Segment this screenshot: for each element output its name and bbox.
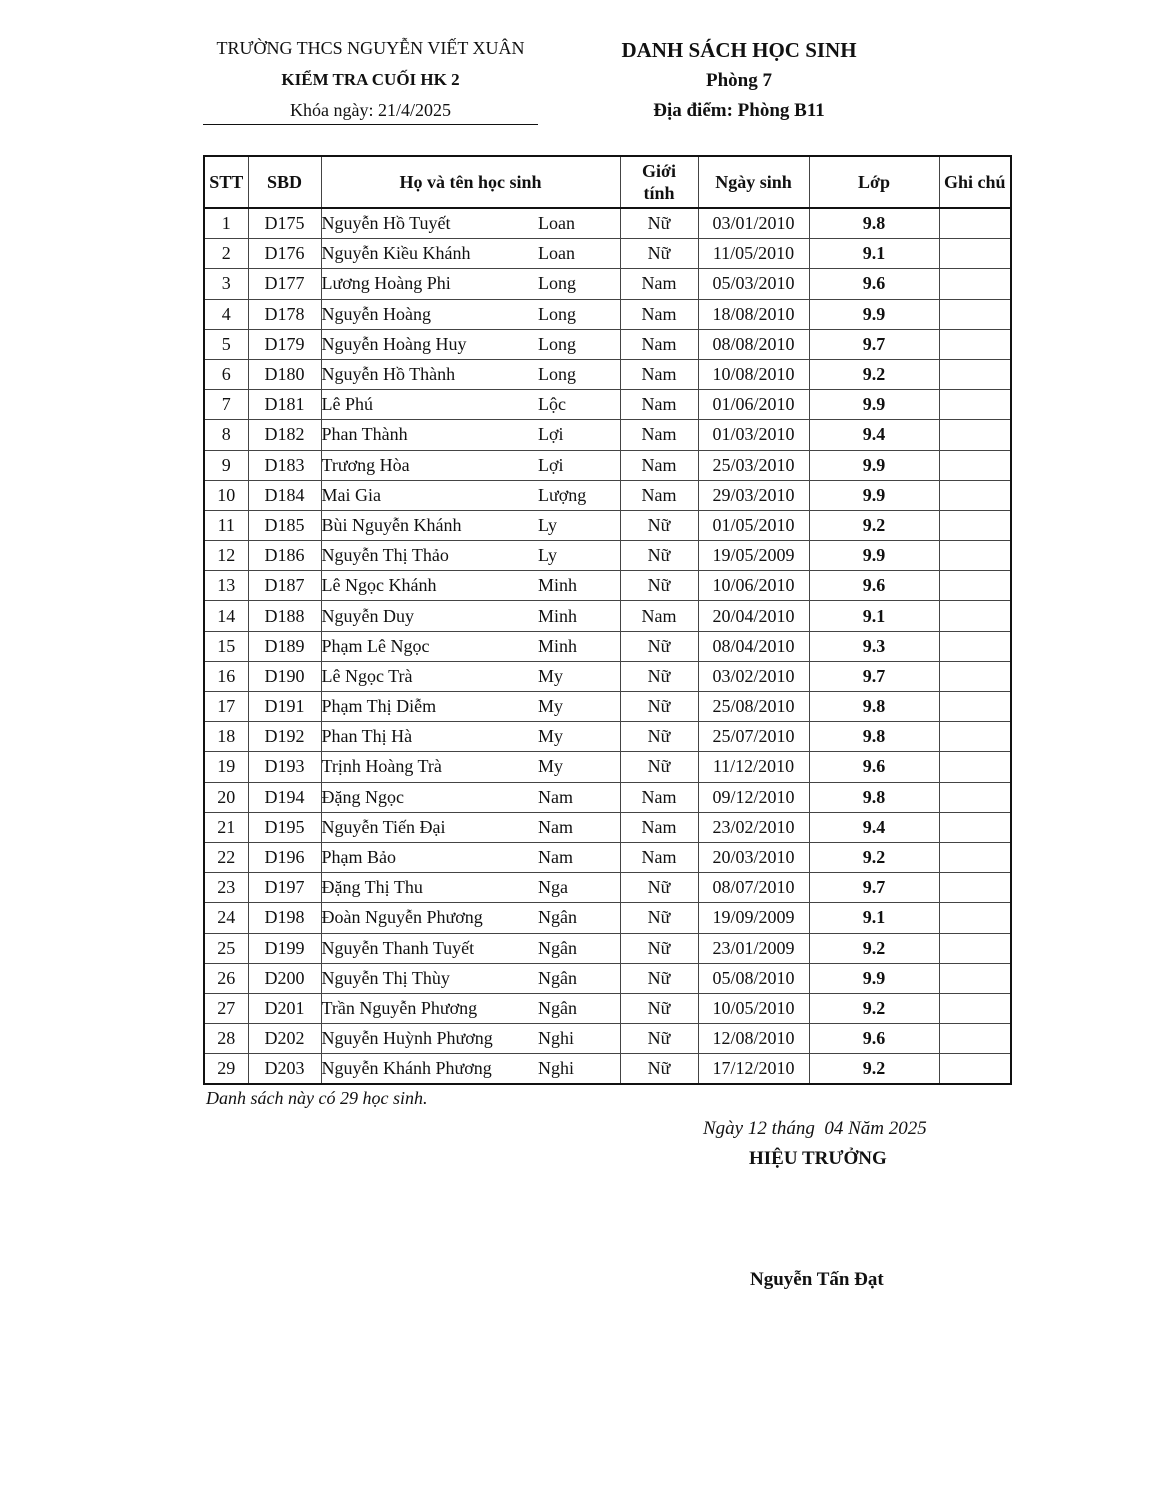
- cell-sbd: D198: [248, 903, 321, 933]
- cell-stt: 19: [204, 752, 248, 782]
- cell-note: [939, 208, 1011, 239]
- cell-sbd: D192: [248, 722, 321, 752]
- cell-dob: 11/12/2010: [698, 752, 809, 782]
- cell-note: [939, 450, 1011, 480]
- cell-class: 9.9: [809, 541, 939, 571]
- cell-note: [939, 631, 1011, 661]
- table-body: [204, 208, 1011, 1084]
- cell-class: 9.1: [809, 903, 939, 933]
- cell-note: [939, 812, 1011, 842]
- cell-class: 9.9: [809, 390, 939, 420]
- cell-gender: Nữ: [620, 752, 698, 782]
- cell-stt: 18: [204, 722, 248, 752]
- cell-dob: 08/04/2010: [698, 631, 809, 661]
- table-row: [204, 812, 1011, 842]
- cell-gender: Nữ: [620, 541, 698, 571]
- cell-note: [939, 359, 1011, 389]
- cell-given-name: Long: [538, 299, 620, 329]
- cell-note: [939, 571, 1011, 601]
- cell-sbd: D186: [248, 541, 321, 571]
- cell-dob: 10/08/2010: [698, 359, 809, 389]
- cell-family-name: Đoàn Nguyễn Phương: [321, 903, 538, 933]
- cell-stt: 20: [204, 782, 248, 812]
- cell-family-name: Đặng Thị Thu: [321, 873, 538, 903]
- cell-given-name: Ngân: [538, 933, 620, 963]
- cell-class: 9.9: [809, 480, 939, 510]
- cell-stt: 7: [204, 390, 248, 420]
- table-row: [204, 480, 1011, 510]
- cell-stt: 11: [204, 510, 248, 540]
- cell-class: 9.2: [809, 1054, 939, 1085]
- cell-family-name: Phạm Thị Diễm: [321, 692, 538, 722]
- cell-gender: Nữ: [620, 1054, 698, 1085]
- cell-class: 9.8: [809, 722, 939, 752]
- cell-dob: 01/03/2010: [698, 420, 809, 450]
- cell-given-name: My: [538, 692, 620, 722]
- cell-given-name: My: [538, 722, 620, 752]
- cell-sbd: D183: [248, 450, 321, 480]
- table-row: [204, 208, 1011, 239]
- cell-note: [939, 903, 1011, 933]
- cell-given-name: Long: [538, 359, 620, 389]
- cell-note: [939, 782, 1011, 812]
- cell-given-name: Nam: [538, 782, 620, 812]
- cell-dob: 05/08/2010: [698, 963, 809, 993]
- col-header-note: Ghi chú: [939, 156, 1011, 208]
- cell-class: 9.8: [809, 782, 939, 812]
- cell-stt: 6: [204, 359, 248, 389]
- cell-class: 9.6: [809, 1024, 939, 1054]
- cell-gender: Nam: [620, 812, 698, 842]
- cell-sbd: D203: [248, 1054, 321, 1085]
- table-row: [204, 752, 1011, 782]
- cell-sbd: D190: [248, 661, 321, 691]
- cell-gender: Nữ: [620, 239, 698, 269]
- cell-dob: 19/09/2009: [698, 903, 809, 933]
- cell-gender: Nam: [620, 480, 698, 510]
- cell-class: 9.3: [809, 631, 939, 661]
- cell-family-name: Phan Thị Hà: [321, 722, 538, 752]
- cell-dob: 19/05/2009: [698, 541, 809, 571]
- cell-sbd: D182: [248, 420, 321, 450]
- cell-family-name: Lê Phú: [321, 390, 538, 420]
- table-row: [204, 390, 1011, 420]
- cell-class: 9.6: [809, 752, 939, 782]
- cell-family-name: Nguyễn Hoàng: [321, 299, 538, 329]
- cell-stt: 8: [204, 420, 248, 450]
- table-row: [204, 420, 1011, 450]
- table-row: [204, 631, 1011, 661]
- cell-dob: 01/06/2010: [698, 390, 809, 420]
- cell-given-name: Lượng: [538, 480, 620, 510]
- cell-note: [939, 1024, 1011, 1054]
- cell-class: 9.2: [809, 933, 939, 963]
- table-row: [204, 963, 1011, 993]
- cell-family-name: Lê Ngọc Trà: [321, 661, 538, 691]
- table-row: [204, 541, 1011, 571]
- col-header-dob: Ngày sinh: [698, 156, 809, 208]
- cell-family-name: Nguyễn Thanh Tuyết: [321, 933, 538, 963]
- cell-class: 9.2: [809, 842, 939, 872]
- cell-dob: 23/02/2010: [698, 812, 809, 842]
- cell-given-name: Lợi: [538, 420, 620, 450]
- cell-stt: 22: [204, 842, 248, 872]
- cell-dob: 09/12/2010: [698, 782, 809, 812]
- table-row: [204, 299, 1011, 329]
- cell-gender: Nam: [620, 269, 698, 299]
- cell-dob: 10/05/2010: [698, 993, 809, 1023]
- cell-stt: 27: [204, 993, 248, 1023]
- table-row: [204, 842, 1011, 872]
- cell-note: [939, 510, 1011, 540]
- cell-note: [939, 239, 1011, 269]
- cell-note: [939, 842, 1011, 872]
- gender-header-line1: Giới: [642, 161, 676, 181]
- cell-class: 9.9: [809, 963, 939, 993]
- cell-class: 9.9: [809, 299, 939, 329]
- cell-family-name: Phạm Lê Ngọc: [321, 631, 538, 661]
- cell-stt: 5: [204, 329, 248, 359]
- cell-sbd: D181: [248, 390, 321, 420]
- table-row: [204, 873, 1011, 903]
- table-row: [204, 450, 1011, 480]
- col-header-stt: STT: [204, 156, 248, 208]
- table-row: [204, 601, 1011, 631]
- cell-sbd: D189: [248, 631, 321, 661]
- cell-note: [939, 269, 1011, 299]
- header-underline: [203, 124, 538, 125]
- cell-note: [939, 390, 1011, 420]
- cell-given-name: Loan: [538, 239, 620, 269]
- cell-note: [939, 661, 1011, 691]
- cell-class: 9.8: [809, 208, 939, 239]
- cell-sbd: D176: [248, 239, 321, 269]
- cell-dob: 20/03/2010: [698, 842, 809, 872]
- student-count-note: Danh sách này có 29 học sinh.: [206, 1088, 428, 1108]
- cell-dob: 01/05/2010: [698, 510, 809, 540]
- cell-sbd: D177: [248, 269, 321, 299]
- table-row: [204, 571, 1011, 601]
- cell-class: 9.1: [809, 239, 939, 269]
- cell-gender: Nữ: [620, 993, 698, 1023]
- cell-class: 9.4: [809, 812, 939, 842]
- cell-family-name: Nguyễn Kiều Khánh: [321, 239, 538, 269]
- cell-sbd: D197: [248, 873, 321, 903]
- table-row: [204, 329, 1011, 359]
- cell-given-name: My: [538, 661, 620, 691]
- cell-family-name: Lương Hoàng Phi: [321, 269, 538, 299]
- school-name: TRƯỜNG THCS NGUYỄN VIẾT XUÂN: [216, 38, 525, 58]
- table-row: [204, 1054, 1011, 1085]
- cell-given-name: Loan: [538, 208, 620, 239]
- cell-gender: Nữ: [620, 661, 698, 691]
- cell-family-name: Phạm Bảo: [321, 842, 538, 872]
- student-roster-table: [203, 155, 1012, 1085]
- cell-stt: 23: [204, 873, 248, 903]
- cell-stt: 25: [204, 933, 248, 963]
- cell-class: 9.8: [809, 692, 939, 722]
- gender-header-line2: tính: [643, 183, 675, 203]
- cell-given-name: Ngân: [538, 963, 620, 993]
- table-row: [204, 661, 1011, 691]
- cell-given-name: Ly: [538, 510, 620, 540]
- cell-gender: Nữ: [620, 722, 698, 752]
- signer-name: Nguyễn Tấn Đạt: [750, 1269, 884, 1290]
- cell-family-name: Trịnh Hoàng Trà: [321, 752, 538, 782]
- cell-family-name: Mai Gia: [321, 480, 538, 510]
- cell-sbd: D191: [248, 692, 321, 722]
- cell-note: [939, 601, 1011, 631]
- cell-gender: Nam: [620, 329, 698, 359]
- cell-given-name: Minh: [538, 631, 620, 661]
- cell-stt: 4: [204, 299, 248, 329]
- cell-sbd: D193: [248, 752, 321, 782]
- cell-class: 9.7: [809, 329, 939, 359]
- table-row: [204, 239, 1011, 269]
- cell-given-name: Ngân: [538, 993, 620, 1023]
- cell-dob: 08/07/2010: [698, 873, 809, 903]
- cell-gender: Nam: [620, 420, 698, 450]
- cell-stt: 17: [204, 692, 248, 722]
- cell-note: [939, 722, 1011, 752]
- table-row: [204, 510, 1011, 540]
- cell-sbd: D200: [248, 963, 321, 993]
- table-row: [204, 903, 1011, 933]
- cell-class: 9.7: [809, 873, 939, 903]
- signature-date: Ngày 12 tháng 04 Năm 2025: [703, 1118, 927, 1139]
- cell-class: 9.2: [809, 359, 939, 389]
- cell-family-name: Nguyễn Hồ Tuyết: [321, 208, 538, 239]
- cell-stt: 15: [204, 631, 248, 661]
- cell-dob: 17/12/2010: [698, 1054, 809, 1085]
- cell-sbd: D195: [248, 812, 321, 842]
- col-header-sbd: SBD: [248, 156, 321, 208]
- cell-gender: Nữ: [620, 963, 698, 993]
- cell-stt: 16: [204, 661, 248, 691]
- cell-class: 9.6: [809, 571, 939, 601]
- cell-given-name: Nghi: [538, 1054, 620, 1085]
- exam-title: KIỂM TRA CUỐI HK 2: [281, 70, 460, 89]
- col-header-name: Họ và tên học sinh: [321, 156, 620, 208]
- cell-gender: Nam: [620, 390, 698, 420]
- table-row: [204, 722, 1011, 752]
- cell-sbd: D185: [248, 510, 321, 540]
- cell-dob: 03/01/2010: [698, 208, 809, 239]
- cell-dob: 25/03/2010: [698, 450, 809, 480]
- table-row: [204, 1024, 1011, 1054]
- col-header-class: Lớp: [809, 156, 939, 208]
- cell-dob: 08/08/2010: [698, 329, 809, 359]
- cell-stt: 26: [204, 963, 248, 993]
- exam-session-date: Khóa ngày: 21/4/2025: [290, 100, 451, 120]
- cell-dob: 12/08/2010: [698, 1024, 809, 1054]
- cell-sbd: D202: [248, 1024, 321, 1054]
- cell-sbd: D201: [248, 993, 321, 1023]
- cell-note: [939, 541, 1011, 571]
- cell-family-name: Nguyễn Hồ Thành: [321, 359, 538, 389]
- cell-sbd: D175: [248, 208, 321, 239]
- cell-gender: Nam: [620, 299, 698, 329]
- cell-given-name: Ngân: [538, 903, 620, 933]
- cell-given-name: Nga: [538, 873, 620, 903]
- cell-family-name: Phan Thành: [321, 420, 538, 450]
- cell-family-name: Trương Hòa: [321, 450, 538, 480]
- cell-sbd: D179: [248, 329, 321, 359]
- cell-dob: 29/03/2010: [698, 480, 809, 510]
- cell-sbd: D199: [248, 933, 321, 963]
- cell-gender: Nữ: [620, 692, 698, 722]
- cell-gender: Nữ: [620, 631, 698, 661]
- cell-family-name: Nguyễn Khánh Phương: [321, 1054, 538, 1085]
- cell-gender: Nam: [620, 450, 698, 480]
- cell-given-name: Nghi: [538, 1024, 620, 1054]
- cell-given-name: My: [538, 752, 620, 782]
- cell-given-name: Lợi: [538, 450, 620, 480]
- cell-note: [939, 933, 1011, 963]
- cell-family-name: Trần Nguyễn Phương: [321, 993, 538, 1023]
- cell-given-name: Long: [538, 329, 620, 359]
- cell-stt: 9: [204, 450, 248, 480]
- cell-given-name: Long: [538, 269, 620, 299]
- cell-class: 9.9: [809, 450, 939, 480]
- cell-note: [939, 963, 1011, 993]
- cell-stt: 28: [204, 1024, 248, 1054]
- cell-note: [939, 1054, 1011, 1085]
- cell-stt: 29: [204, 1054, 248, 1085]
- cell-note: [939, 420, 1011, 450]
- cell-class: 9.2: [809, 993, 939, 1023]
- cell-sbd: D178: [248, 299, 321, 329]
- cell-family-name: Nguyễn Thị Thảo: [321, 541, 538, 571]
- cell-note: [939, 752, 1011, 782]
- cell-gender: Nữ: [620, 873, 698, 903]
- cell-given-name: Ly: [538, 541, 620, 571]
- cell-gender: Nữ: [620, 1024, 698, 1054]
- cell-note: [939, 329, 1011, 359]
- cell-dob: 10/06/2010: [698, 571, 809, 601]
- cell-sbd: D187: [248, 571, 321, 601]
- cell-sbd: D180: [248, 359, 321, 389]
- cell-gender: Nữ: [620, 208, 698, 239]
- cell-stt: 12: [204, 541, 248, 571]
- cell-sbd: D196: [248, 842, 321, 872]
- table-row: [204, 269, 1011, 299]
- cell-dob: 03/02/2010: [698, 661, 809, 691]
- cell-given-name: Minh: [538, 601, 620, 631]
- exam-location: Địa điểm: Phòng B11: [653, 100, 825, 121]
- cell-stt: 13: [204, 571, 248, 601]
- cell-family-name: Nguyễn Huỳnh Phương: [321, 1024, 538, 1054]
- room-number: Phòng 7: [706, 70, 772, 91]
- cell-class: 9.1: [809, 601, 939, 631]
- cell-sbd: D188: [248, 601, 321, 631]
- cell-sbd: D194: [248, 782, 321, 812]
- cell-note: [939, 692, 1011, 722]
- table-row: [204, 933, 1011, 963]
- cell-stt: 24: [204, 903, 248, 933]
- signer-role: HIỆU TRƯỞNG: [749, 1148, 887, 1169]
- cell-family-name: Nguyễn Thị Thùy: [321, 963, 538, 993]
- cell-class: 9.6: [809, 269, 939, 299]
- cell-gender: Nam: [620, 601, 698, 631]
- cell-note: [939, 299, 1011, 329]
- cell-dob: 23/01/2009: [698, 933, 809, 963]
- cell-given-name: Nam: [538, 842, 620, 872]
- cell-gender: Nữ: [620, 903, 698, 933]
- cell-stt: 21: [204, 812, 248, 842]
- table-row: [204, 993, 1011, 1023]
- cell-class: 9.4: [809, 420, 939, 450]
- cell-dob: 18/08/2010: [698, 299, 809, 329]
- cell-gender: Nữ: [620, 510, 698, 540]
- cell-note: [939, 480, 1011, 510]
- cell-gender: Nam: [620, 359, 698, 389]
- cell-given-name: Nam: [538, 812, 620, 842]
- cell-dob: 25/07/2010: [698, 722, 809, 752]
- cell-class: 9.2: [809, 510, 939, 540]
- table-row: [204, 359, 1011, 389]
- cell-dob: 25/08/2010: [698, 692, 809, 722]
- cell-family-name: Bùi Nguyễn Khánh: [321, 510, 538, 540]
- cell-stt: 10: [204, 480, 248, 510]
- cell-class: 9.7: [809, 661, 939, 691]
- cell-family-name: Nguyễn Hoàng Huy: [321, 329, 538, 359]
- cell-stt: 2: [204, 239, 248, 269]
- cell-family-name: Đặng Ngọc: [321, 782, 538, 812]
- cell-stt: 1: [204, 208, 248, 239]
- cell-gender: Nam: [620, 782, 698, 812]
- cell-family-name: Nguyễn Tiến Đại: [321, 812, 538, 842]
- cell-family-name: Nguyễn Duy: [321, 601, 538, 631]
- cell-gender: Nữ: [620, 933, 698, 963]
- table-header-row: [204, 156, 1011, 208]
- cell-gender: Nữ: [620, 571, 698, 601]
- document-title: DANH SÁCH HỌC SINH: [621, 38, 857, 62]
- table-row: [204, 692, 1011, 722]
- cell-gender: Nam: [620, 842, 698, 872]
- cell-given-name: Lộc: [538, 390, 620, 420]
- cell-note: [939, 873, 1011, 903]
- cell-stt: 3: [204, 269, 248, 299]
- cell-sbd: D184: [248, 480, 321, 510]
- cell-stt: 14: [204, 601, 248, 631]
- cell-given-name: Minh: [538, 571, 620, 601]
- col-header-gender: [620, 156, 698, 208]
- cell-note: [939, 993, 1011, 1023]
- cell-dob: 20/04/2010: [698, 601, 809, 631]
- table-row: [204, 782, 1011, 812]
- cell-dob: 05/03/2010: [698, 269, 809, 299]
- cell-family-name: Lê Ngọc Khánh: [321, 571, 538, 601]
- cell-dob: 11/05/2010: [698, 239, 809, 269]
